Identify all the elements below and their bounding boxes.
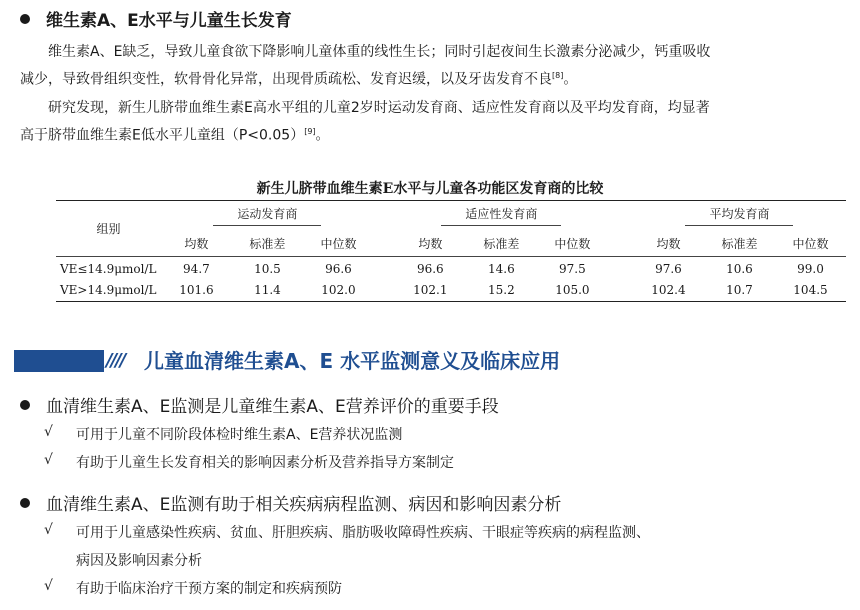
table-cell: 104.5 — [775, 280, 846, 302]
paragraph-line: 研究发现，新生儿脐带血维生素E高水平组的儿童2岁时运动发育商、适应性发育商以及平均发育商，均显著 — [48, 100, 710, 116]
subheader-sd: 标准差 — [721, 236, 758, 251]
paragraph-deficiency — [20, 40, 848, 92]
check-item-text — [76, 522, 650, 570]
table-cell: 101.6 — [161, 280, 232, 302]
bullet-dot — [20, 400, 30, 410]
table-cell: 99.0 — [797, 261, 824, 276]
subheader-mean: 均数 — [418, 236, 443, 251]
paragraph-line — [20, 64, 848, 92]
section-heading-growth — [20, 6, 292, 31]
check-item — [44, 522, 650, 570]
row-label: VE>14.9μmol/L — [56, 280, 161, 302]
table-cell: 10.6 — [726, 261, 753, 276]
table-cell: 102.4 — [633, 280, 704, 302]
banner-title: 儿童血清维生素A、E 水平监测意义及临床应用 — [144, 349, 561, 373]
check-icon: √ — [44, 452, 53, 468]
check-icon: √ — [44, 522, 53, 538]
paragraph-text: 高于脐带血维生素E低水平儿童组（P<0.05） — [20, 127, 305, 144]
bullet-text: 血清维生素A、E监测有助于相关疾病病程监测、病因和影响因素分析 — [46, 495, 562, 515]
table-row — [56, 280, 846, 302]
comparison-table — [56, 200, 846, 302]
group-motor-header: 运动发育商 — [161, 201, 374, 231]
check-item-line: 可用于儿童感染性疾病、贫血、肝胆疾病、脂肪吸收障碍性疾病、干眼症等疾病的病程监测、 — [76, 525, 650, 541]
bullet-dot — [20, 14, 30, 24]
paragraph-end: 。 — [563, 71, 578, 88]
table-cell: 94.7 — [183, 261, 210, 276]
citation-ref: [9] — [304, 127, 316, 136]
bullet-serum-monitoring — [20, 392, 499, 417]
group-adaptive-header: 适应性发育商 — [395, 201, 608, 231]
table-cell: 97.5 — [559, 261, 586, 276]
bullet-dot — [20, 498, 30, 508]
table-cell: 10.5 — [254, 261, 281, 276]
check-item-text: 有助于临床治疗干预方案的制定和疾病预防 — [76, 581, 342, 597]
check-item — [44, 452, 454, 472]
paragraph-end: 。 — [315, 127, 330, 144]
table-cell: 105.0 — [537, 280, 608, 302]
bullet-disease-monitoring — [20, 490, 561, 515]
table-cell: 15.2 — [466, 280, 537, 302]
paragraph-research — [20, 96, 848, 148]
table-cell: 14.6 — [487, 261, 515, 276]
check-item-text: 可用于儿童不同阶段体检时维生素A、E营养状况监测 — [76, 427, 403, 443]
bullet-text: 血清维生素A、E监测是儿童维生素A、E营养评价的重要手段 — [46, 397, 499, 417]
table-cell: 97.6 — [655, 261, 682, 276]
table-caption: 新生儿脐带血维生素E水平与儿童各功能区发育商的比较 — [256, 181, 604, 197]
section-banner — [14, 346, 854, 376]
section-heading-text: 维生素A、E水平与儿童生长发育 — [46, 11, 292, 31]
subheader-median: 中位数 — [320, 236, 357, 251]
check-item-line: 病因及影响因素分析 — [76, 553, 202, 569]
subheader-median: 中位数 — [792, 236, 829, 251]
table-cell: 96.6 — [325, 261, 352, 276]
paragraph-line: 维生素A、E缺乏，导致儿童食欲下降影响儿童体重的线性生长；同时引起夜间生长激素分泌减少，钙重吸收 — [48, 44, 711, 60]
table-cell: 10.7 — [704, 280, 775, 302]
table-cell: 96.6 — [416, 261, 444, 276]
row-label: VE≤14.9μmol/L — [60, 261, 157, 276]
group-header: 组别 — [56, 201, 161, 257]
check-icon: √ — [44, 578, 53, 594]
subheader-mean: 均数 — [656, 236, 681, 251]
subheader-median: 中位数 — [554, 236, 591, 251]
citation-ref: [8] — [552, 71, 564, 80]
check-item — [44, 578, 342, 598]
table-row — [56, 258, 846, 280]
subheader-sd: 标准差 — [483, 236, 520, 251]
paragraph-line — [20, 120, 848, 148]
check-icon: √ — [44, 424, 53, 440]
subheader-mean: 均数 — [184, 236, 209, 251]
table-cell: 102.1 — [395, 280, 466, 302]
check-item-text: 有助于儿童生长发育相关的影响因素分析及营养指导方案制定 — [76, 455, 454, 471]
banner-stripes-icon: //// — [106, 350, 125, 371]
check-item — [44, 424, 402, 444]
paragraph-text: 减少，导致骨组织变性，软骨骨化异常，出现骨质疏松、发育迟缓，以及牙齿发育不良 — [20, 71, 552, 88]
table-cell: 11.4 — [232, 280, 303, 302]
table-cell: 102.0 — [303, 280, 374, 302]
subheader-sd: 标准差 — [249, 236, 286, 251]
banner-bar — [14, 350, 104, 372]
group-average-header: 平均发育商 — [633, 201, 846, 231]
